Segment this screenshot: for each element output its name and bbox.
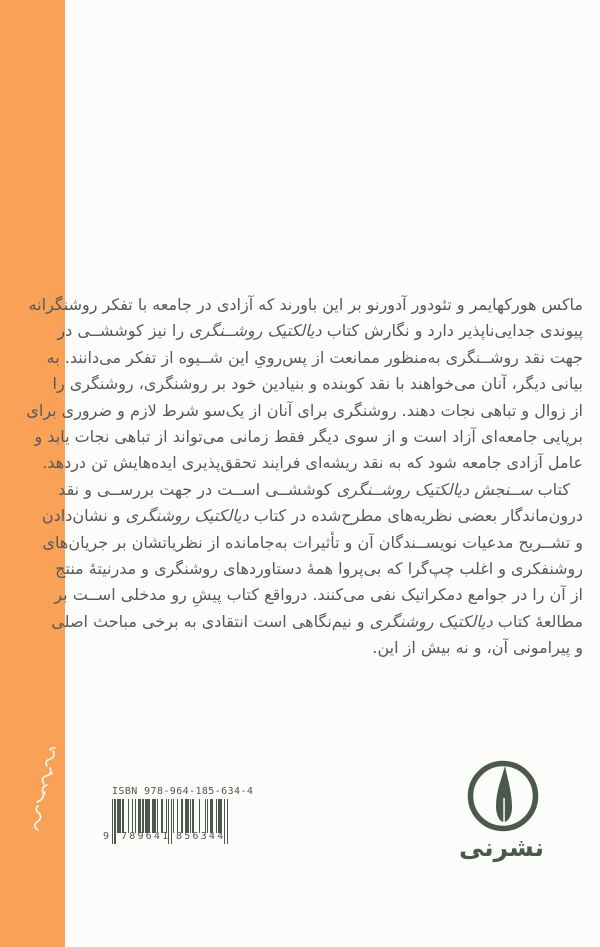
text-line: پیوندی جدایی‌ناپذیر دارد و نگارش کتاب دیالکتیک روشــنگری را نیز کوششــی در — [57, 321, 583, 341]
text-line: کتاب ســنجش دیالکتیک روشــنگری کوششــی اســت در جهت بررســی و نقد — [58, 479, 570, 499]
text-line: برپایی جامعه‌ای آزاد است و از سوی دیگر فقط زمانی می‌تواند از تباهی نجات یابد و — [34, 426, 583, 446]
back-cover-blurb — [26, 292, 583, 661]
ney-reed-leaf-logo-icon — [467, 760, 539, 832]
text-line: از آن را در جوامع دمکراتیک نفی می‌کنند. درواقع کتاب پیشِ رو مدخلی اســت بر — [54, 585, 583, 605]
text-line: مطالعهٔ کتاب دیالکتیک روشنگری و نیم‌نگاهی است انتقادی به برخی مباحث اصلی — [51, 611, 583, 631]
text-line: جهت نقد روشــنگری به‌منظور ممانعت از پس‌رویِ این شــیوه از تفکر می‌دانند. به — [46, 347, 583, 367]
spine-handwritten-signature-icon — [24, 740, 62, 838]
publisher-name: نشرنی — [458, 833, 544, 862]
text-line: بیانی دیگر، آنان می‌خواهند با نقد کوبنده و بنیادین خود بر روشنگری، روشنگری را — [52, 374, 583, 394]
ean-left-group: 789641 — [121, 831, 171, 842]
text-line: از زوال و تباهی نجات دهند. روشنگری برای آنان از یک‌سو شرط لازم و ضروری برای — [26, 400, 583, 420]
text-line: روشنفکری و اغلب چپ‌گرا که بی‌پروا همهٔ دستاوردهای روشنگری و مدرنیتهٔ منتج — [55, 558, 583, 578]
text-line: درون‌ماندگار بعضی نظریه‌های مطرح‌شده در کتاب دیالکتیک روشنگری و نشان‌دادن — [41, 506, 583, 526]
publisher-logo — [458, 760, 544, 862]
isbn-barcode — [103, 786, 254, 847]
text-line: و پیرامونی آن، و نه بیش از این. — [372, 638, 583, 658]
text-line: ماکس هورکهایمر و تئودور آدورنو بر این باورند که آزادی در جامعه با تفکر روشنگرانه — [28, 295, 583, 314]
isbn-label: ISBN 978-964-185-634-4 — [112, 786, 254, 797]
ean-first-digit: 9 — [103, 831, 110, 842]
ean-right-group: 856344 — [176, 831, 226, 842]
text-line: عامل آزادی جامعه شود که به نقد ریشه‌ای فرایند تحقق‌پذیری ایده‌هایش تن دردهد. — [42, 453, 583, 473]
text-line: و تشــریح مدعیات نویســندگان آن و تأثیرات به‌جامانده از نظریاتشان بر جریان‌های — [42, 532, 583, 552]
